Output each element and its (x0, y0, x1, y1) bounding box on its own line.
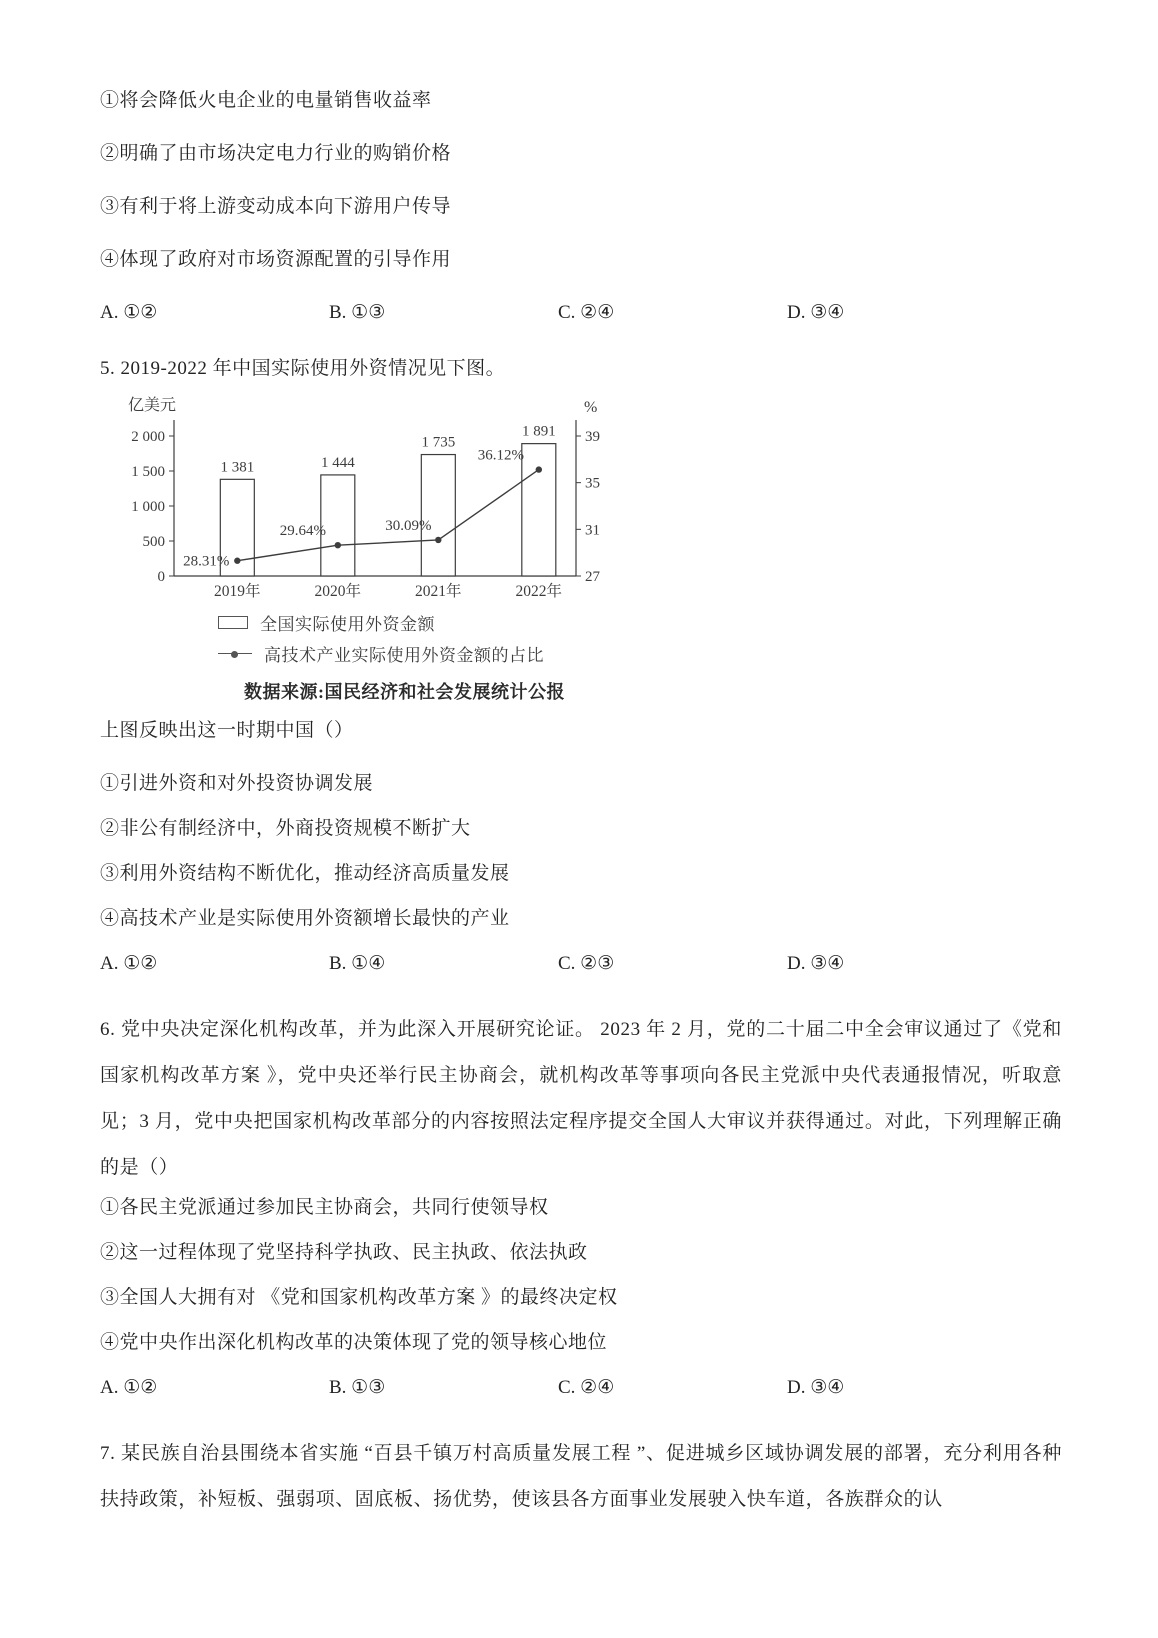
left-tick-label: 2 000 (131, 429, 165, 445)
bar-legend-label: 全国实际使用外资金额 (260, 615, 435, 634)
bar-value-label: 1 735 (421, 434, 456, 451)
left-tick-label: 1 000 (131, 499, 165, 515)
right-tick-label: 35 (585, 475, 600, 492)
q5-prompt: 上图反映出这一时期中国（） (100, 720, 354, 741)
line-value-label: 29.64% (279, 523, 326, 540)
q4-answer-choices (100, 300, 1062, 326)
q6-option-2: ②这一过程体现了党坚持科学执政、民主执政、依法执政 (100, 1242, 588, 1263)
left-axis-title: 亿美元 (128, 397, 177, 414)
legend-item-bar (218, 607, 674, 638)
q6-choice-c: C. ②④ (558, 1377, 615, 1398)
chart-source: 数据来源:国民经济和社会发展统计公报 (244, 682, 565, 702)
category-label: 2019年 (214, 583, 261, 600)
legend-item-line (218, 638, 674, 669)
category-label: 2021年 (415, 583, 462, 600)
q6-stem: 6. 党中央决定深化机构改革，并为此深入开展研究论证。 2023 年 2 月，党的二十届二中全会审议通过了《党和国家机构改革方案 》，党中央还举行民主协商会，就机构改革等事项向各民主党派中央代表通报情况，听取意见；3 月，党中央把国家机构改革部分的内容按照法定程序提交全国人大审议并获得通过。对此，下列理解正确的是（） (100, 1019, 1062, 1178)
q4-choice-a: A. ①② (100, 302, 158, 323)
line-legend-marker (218, 653, 252, 654)
right-tick-label: 39 (585, 429, 600, 445)
q6-choice-b: B. ①③ (329, 1377, 386, 1398)
category-label: 2022年 (515, 583, 563, 600)
category-label: 2020年 (314, 583, 362, 600)
q4-choice-d: D. ③④ (787, 302, 845, 323)
q5-option-1: ①引进外资和对外投资协调发展 (100, 773, 374, 794)
q6-choice-a: A. ①② (100, 1377, 158, 1398)
q5-choice-a: A. ①② (100, 953, 158, 974)
q4-option-3: ③有利于将上游变动成本向下游用户传导 (100, 196, 452, 217)
line-value-label: 28.31% (183, 553, 230, 570)
q5-choice-c: C. ②③ (558, 953, 615, 974)
bar-legend-marker (218, 616, 248, 629)
bar-value-label: 1 891 (521, 423, 556, 440)
bar (421, 455, 455, 576)
q5-option-2: ②非公有制经济中，外商投资规模不断扩大 (100, 818, 471, 839)
q4-option-4: ④体现了政府对市场资源配置的引导作用 (100, 249, 452, 270)
right-axis-title: % (584, 399, 598, 416)
q5-choice-b: B. ①④ (329, 953, 386, 974)
q6-option-4: ④党中央作出深化机构改革的决策体现了党的领导核心地位 (100, 1332, 608, 1353)
q5-stem: 5. 2019-2022 年中国实际使用外资情况见下图。 (100, 358, 506, 379)
foreign-investment-chart (114, 390, 654, 602)
q5-choice-d: D. ③④ (787, 953, 845, 974)
q4-option-2: ②明确了由市场决定电力行业的购销价格 (100, 143, 452, 164)
line-marker (435, 537, 441, 543)
q4-choice-b: B. ①③ (329, 302, 386, 323)
right-tick-label: 27 (585, 569, 600, 585)
left-tick-label: 0 (157, 569, 165, 585)
q6-answer-choices (100, 1375, 1062, 1401)
left-tick-label: 1 500 (131, 464, 165, 480)
q6-option-1: ①各民主党派通过参加民主协商会，共同行使领导权 (100, 1197, 549, 1218)
q7-stem: 7. 某民族自治县围绕本省实施 “百县千镇万村高质量发展工程 ”、促进城乡区域协调发展的部署，充分利用各种扶持政策，补短板、强弱项、固底板、扬优势，使该县各方面事业发展驶入快车道，各族群众的认 (100, 1443, 1062, 1510)
q5-option-3: ③利用外资结构不断优化，推动经济高质量发展 (100, 863, 510, 884)
line-legend-label: 高技术产业实际使用外资金额的占比 (264, 646, 544, 665)
q5-option-4: ④高技术产业是实际使用外资额增长最快的产业 (100, 908, 510, 929)
q6-choice-d: D. ③④ (787, 1377, 845, 1398)
line-value-label: 30.09% (385, 517, 432, 534)
right-tick-label: 31 (585, 522, 600, 539)
q4-option-1: ①将会降低火电企业的电量销售收益率 (100, 90, 432, 111)
line-marker (234, 558, 240, 564)
q5-answer-choices (100, 951, 1062, 977)
left-tick-label: 500 (142, 534, 165, 550)
q4-choice-c: C. ②④ (558, 302, 615, 323)
bar (522, 444, 556, 576)
bar-value-label: 1 444 (320, 454, 355, 471)
bar-value-label: 1 381 (220, 459, 255, 476)
trend-line (237, 470, 539, 561)
chart-figure (114, 390, 674, 704)
line-marker (335, 542, 341, 548)
line-value-label: 36.12% (477, 447, 524, 464)
q6-option-3: ③全国人大拥有对 《党和国家机构改革方案 》的最终决定权 (100, 1287, 618, 1308)
line-marker (536, 466, 542, 472)
